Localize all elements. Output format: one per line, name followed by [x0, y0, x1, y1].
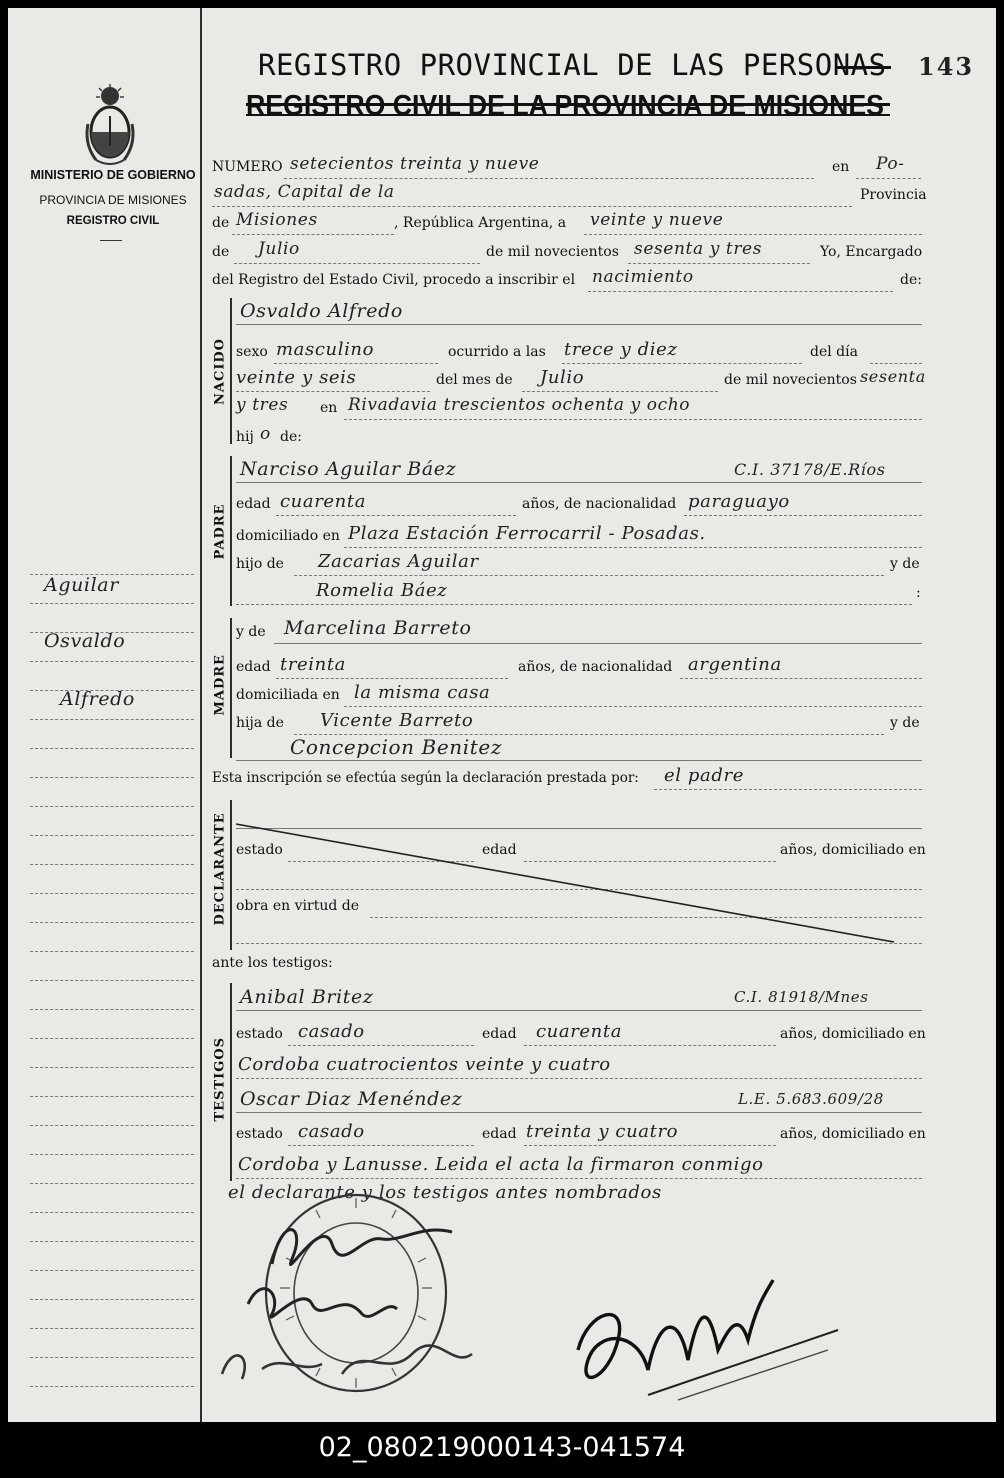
nacido-place: Rivadavia trescientos ochenta y ocho: [348, 395, 691, 415]
sexo-label: sexo: [236, 344, 268, 360]
numero-label: NUMERO: [212, 159, 283, 175]
encargado-label: Yo, Encargado: [820, 244, 923, 260]
margin-ruled-line: [30, 1009, 194, 1010]
madre-address-line: [344, 706, 922, 707]
province-heading: PROVINCIA DE MISIONES: [39, 193, 187, 207]
en-label: en: [832, 159, 850, 175]
nacido-year-label: de mil novecientos: [724, 372, 857, 388]
padre-address: Plaza Estación Ferrocarril - Posadas.: [348, 523, 706, 544]
month-line: [234, 263, 480, 264]
w2-id: L.E. 5.683.609/28: [738, 1090, 884, 1108]
w1-estado-line: [288, 1045, 474, 1046]
margin-ruled-line: [30, 1241, 194, 1242]
margin-ruled-line: [30, 1183, 194, 1184]
sexo-value: masculino: [276, 339, 375, 360]
de-colon-label: de:: [900, 272, 922, 288]
page-number: 143: [918, 52, 975, 81]
year-label: de mil novecientos: [486, 244, 619, 260]
section-rule-declarante: [230, 800, 232, 950]
act-type-line: [588, 291, 893, 292]
w1-edad-label: edad: [482, 1026, 517, 1042]
nacido-year-b: y tres: [236, 395, 289, 415]
padre-address-line: [344, 547, 922, 548]
margin-ruled-line: [30, 1270, 194, 1271]
numero-line: [284, 178, 814, 179]
hour-line: [562, 363, 802, 364]
nacido-day-line: [236, 391, 430, 392]
madre-name: Marcelina Barreto: [284, 617, 472, 639]
padre-id: C.I. 37178/E.Ríos: [734, 460, 886, 479]
ocurrido-label: ocurrido a las: [448, 344, 546, 360]
city-value: sadas, Capital de la: [214, 182, 395, 202]
section-rule-testigos: [230, 983, 232, 1181]
margin-ruled-line: [30, 719, 194, 720]
strike-line: [246, 103, 890, 106]
w2-estado: casado: [298, 1121, 365, 1142]
padre-hijo-de-label: hijo de: [236, 556, 284, 572]
madre-mother: Concepcion Benitez: [290, 735, 502, 759]
cancel-stroke: [234, 822, 898, 944]
strike-line-2: [246, 114, 890, 116]
w1-estado-label: estado: [236, 1026, 283, 1042]
del-dia-label: del día: [810, 344, 858, 360]
margin-ruled-line: [30, 1357, 194, 1358]
padre-edad-label: edad: [236, 496, 271, 512]
day-value: veinte y nueve: [590, 210, 724, 230]
margin-ruled-line: [30, 893, 194, 894]
city-line: [212, 206, 852, 207]
w1-address: Cordoba cuatrocientos veinte y cuatro: [238, 1054, 611, 1075]
closing-text: el declarante y los testigos antes nombrados: [228, 1182, 662, 1203]
padre-age-line: [276, 515, 516, 516]
hijo-suffix: o: [260, 424, 271, 444]
margin-ruled-line: [30, 1299, 194, 1300]
padre-nationality: paraguayo: [688, 491, 790, 512]
hour-value: trece y diez: [564, 339, 678, 360]
w1-edad-line: [524, 1045, 776, 1046]
margin-middle-name: Alfredo: [60, 688, 135, 710]
declarante-section-label: DECLARANTE: [212, 812, 228, 926]
w1-id: C.I. 81918/Mnes: [734, 988, 869, 1006]
nacido-day: veinte y seis: [236, 367, 357, 388]
nacido-month-line: [522, 391, 718, 392]
hijo-de-label: de:: [280, 429, 302, 445]
margin-ruled-line: [30, 1096, 194, 1097]
padre-nationality-line: [684, 515, 922, 516]
nacido-en-label: en: [320, 400, 338, 416]
w2-edad-label: edad: [482, 1126, 517, 1142]
day-line: [584, 234, 922, 235]
w1-name-line: [236, 1010, 922, 1011]
madre-y-de-label-2: y de: [890, 715, 920, 731]
w2-address: Cordoba y Lanusse. Leida el acta la firmaron conmigo: [238, 1154, 764, 1175]
margin-ruled-line: [30, 922, 194, 923]
coat-of-arms-icon: [82, 84, 138, 170]
nacido-year-a: sesenta: [860, 367, 926, 386]
madre-nationality-line: [680, 678, 922, 679]
madre-mother-line: [236, 760, 922, 761]
province-line: [232, 234, 394, 235]
margin-ruled-line: [30, 661, 194, 662]
obra-label: obra en virtud de: [236, 898, 360, 914]
w2-edad-line: [524, 1145, 776, 1146]
de-label: de: [212, 215, 230, 231]
madre-hija-de-label: hija de: [236, 715, 284, 731]
title-end-strike: [836, 66, 891, 69]
padre-nac-label: años, de nacionalidad: [522, 496, 677, 512]
madre-nac-label: años, de nacionalidad: [518, 659, 673, 675]
nacido-name: Osvaldo Alfredo: [240, 300, 403, 322]
w1-domicilio-label: años, domiciliado en: [780, 1026, 926, 1042]
section-rule-nacido: [230, 298, 232, 444]
republica-label: , República Argentina, a: [394, 215, 567, 231]
declarante-estado-label: estado: [236, 842, 283, 858]
scan-identifier: 02_080219000143-041574: [318, 1432, 686, 1463]
de-label-2: de: [212, 244, 230, 260]
madre-age: treinta: [280, 654, 347, 675]
heading-divider: [100, 240, 122, 241]
margin-ruled-line: [30, 1125, 194, 1126]
w1-age: cuarenta: [536, 1021, 623, 1042]
declaracion-label: Esta inscripción se efectúa según la declaración prestada por:: [212, 770, 639, 786]
place-line: [344, 419, 922, 420]
declarante-domicilio-label: años, domiciliado en: [780, 842, 926, 858]
nacido-section-label: NACIDO: [212, 338, 228, 405]
del-dia-line: [870, 363, 922, 364]
madre-y-de-label: y de: [236, 624, 266, 640]
madre-name-line: [274, 643, 922, 644]
w2-name: Oscar Diaz Menéndez: [240, 1088, 463, 1110]
mes-label: del mes de: [436, 372, 513, 388]
w2-address-line: [236, 1178, 922, 1179]
w1-estado: casado: [298, 1021, 365, 1042]
margin-ruled-line: [30, 951, 194, 952]
margin-ruled-line: [30, 806, 194, 807]
margin-ruled-line: [30, 603, 194, 604]
officer-signature: [558, 1270, 858, 1410]
margin-ruled-line: [30, 1038, 194, 1039]
padre-mother-line: [236, 604, 912, 605]
margin-ruled-line: [30, 835, 194, 836]
margin-ruled-line: [30, 777, 194, 778]
madre-father: Vicente Barreto: [320, 710, 474, 731]
section-rule-padre: [230, 456, 232, 606]
margin-ruled-line: [30, 1386, 194, 1387]
year-line: [628, 263, 810, 264]
section-rule-madre: [230, 618, 232, 758]
madre-nationality: argentina: [688, 654, 782, 675]
margin-ruled-line: [30, 1328, 194, 1329]
w2-age: treinta y cuatro: [526, 1121, 679, 1142]
w2-estado-label: estado: [236, 1126, 283, 1142]
declarante-edad-label: edad: [482, 842, 517, 858]
margin-ruled-line: [30, 1212, 194, 1213]
province-value: Misiones: [236, 210, 318, 230]
margin-ruled-line: [30, 1154, 194, 1155]
office-heading: REGISTRO CIVIL: [66, 215, 160, 227]
declaracion-value: el padre: [664, 765, 744, 786]
padre-y-de-label: y de: [890, 556, 920, 572]
margin-ruled-line: [30, 980, 194, 981]
w1-name: Anibal Britez: [240, 986, 374, 1008]
padre-name-line: [236, 482, 922, 483]
madre-domicilio-label: domiciliada en: [236, 687, 340, 703]
city-start: Po-: [876, 154, 905, 174]
madre-address: la misma casa: [354, 682, 491, 703]
testigos-section-label: TESTIGOS: [212, 1036, 228, 1122]
year-value: sesenta y tres: [634, 239, 763, 259]
w1-address-line: [236, 1078, 922, 1079]
margin-given-name: Osvaldo: [44, 630, 126, 652]
registro-label: del Registro del Estado Civil, procedo a inscribir el: [212, 272, 576, 288]
w2-name-line: [236, 1112, 922, 1113]
provincia-label: Provincia: [860, 187, 927, 203]
ministry-heading: MINISTERIO DE GOBIERNO: [30, 168, 196, 182]
struck-title: REGISTRO CIVIL DE LA PROVINCIA DE MISIONES: [246, 90, 884, 122]
padre-mother: Romelia Báez: [316, 580, 448, 601]
padre-name: Narciso Aguilar Báez: [240, 458, 457, 480]
padre-age: cuarenta: [280, 491, 367, 512]
registry-page: [8, 8, 996, 1422]
w2-domicilio-label: años, domiciliado en: [780, 1126, 926, 1142]
madre-age-line: [276, 678, 508, 679]
nacido-name-line: [236, 324, 922, 325]
declaracion-line: [654, 789, 922, 790]
madre-section-label: MADRE: [212, 654, 228, 716]
numero-value: setecientos treinta y nueve: [290, 154, 540, 174]
act-type: nacimiento: [592, 267, 694, 287]
hijo-label: hij: [236, 429, 254, 445]
sexo-line: [274, 363, 438, 364]
madre-edad-label: edad: [236, 659, 271, 675]
margin-ruled-line: [30, 748, 194, 749]
nacido-month: Julio: [540, 367, 585, 388]
margin-ruled-line: [30, 864, 194, 865]
padre-domicilio-label: domiciliado en: [236, 528, 340, 544]
city-start-line: [856, 178, 921, 179]
padre-father-line: [294, 575, 884, 576]
padre-colon: :: [916, 585, 921, 601]
w2-estado-line: [288, 1145, 474, 1146]
registry-title: REGISTRO PROVINCIAL DE LAS PERSONAS: [258, 48, 887, 82]
padre-father: Zacarias Aguilar: [318, 551, 479, 572]
month-value: Julio: [258, 239, 300, 259]
ante-testigos-label: ante los testigos:: [212, 955, 333, 971]
padre-section-label: PADRE: [212, 503, 228, 560]
margin-ruled-line: [30, 1067, 194, 1068]
witness-signatures: [212, 1204, 492, 1394]
margin-surname: Aguilar: [44, 574, 119, 596]
